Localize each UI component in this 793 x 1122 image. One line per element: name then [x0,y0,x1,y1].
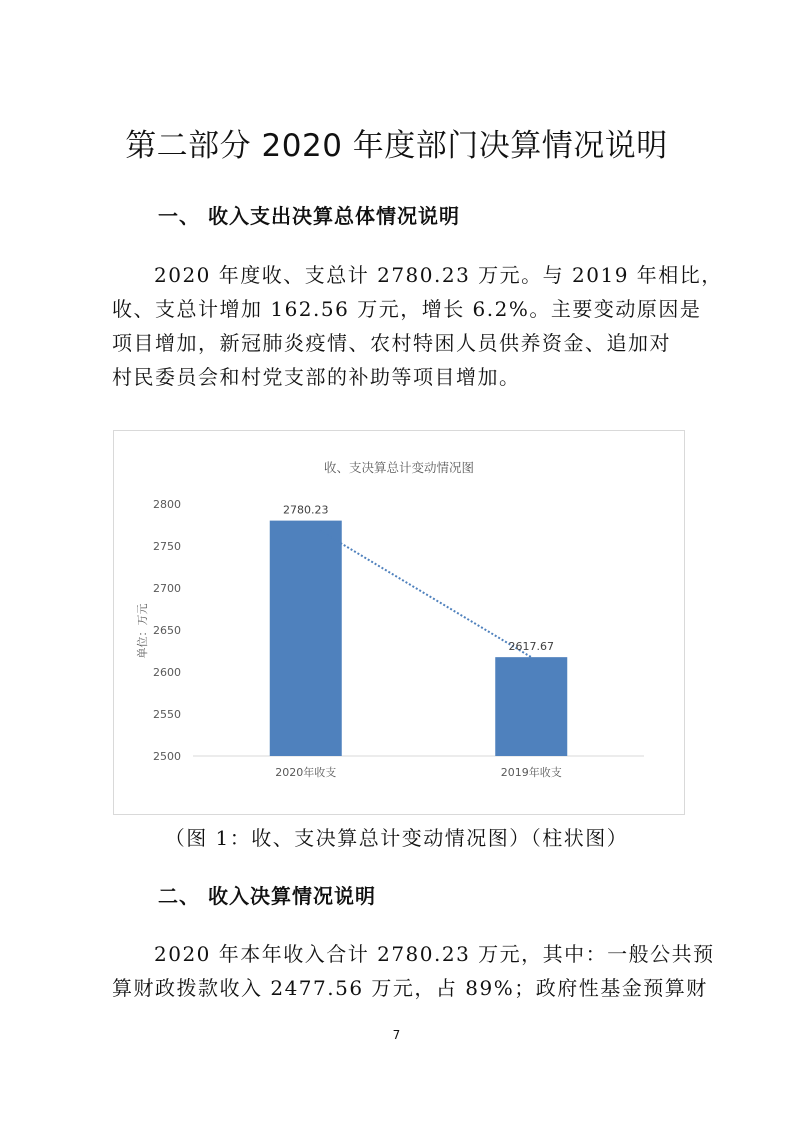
y-axis-ticks [153,498,181,763]
bar [495,657,567,756]
page-title: 第二部分 2020 年度部门决算情况说明 [125,128,668,164]
x-tick-label: 2019年收支 [500,766,562,779]
y-tick-label: 2700 [153,582,181,595]
page-number: 7 [392,1028,401,1042]
chart-container [113,430,685,815]
bar [270,521,342,756]
y-axis-label: 单位：万元 [136,603,149,659]
chart-title: 收、支决算总计变动情况图 [323,460,475,475]
x-tick-label: 2020年收支 [275,766,337,779]
section-heading-2: 二、 收入决算情况说明 [158,884,376,908]
section-heading-1: 一、 收入支出决算总体情况说明 [158,204,460,228]
section-2-paragraph [112,937,715,1005]
y-tick-label: 2800 [153,498,181,511]
bars [270,521,568,756]
paragraph-line: 2020 年度收、支总计 2780.23 万元。与 2019 年相比， [154,263,723,287]
data-label: 2617.67 [508,640,554,654]
y-tick-label: 2650 [153,624,181,637]
trendline-segment [320,531,532,658]
paragraph-line: 2020 年本年收入合计 2780.23 万元，其中：一般公共预 [154,942,715,966]
paragraph-line: 收、支总计增加 162.56 万元，增长 6.2%。主要变动原因是 [112,297,702,321]
figure-caption: （图 1：收、支决算总计变动情况图）（柱状图） [164,826,629,850]
data-label: 2780.23 [283,503,329,517]
y-tick-label: 2550 [153,708,181,721]
y-tick-label: 2750 [153,540,181,553]
trendline [320,531,532,658]
paragraph-line: 算财政拨款收入 2477.56 万元，占 89%；政府性基金预算财 [112,976,708,1000]
paragraph-line: 村民委员会和村党支部的补助等项目增加。 [112,365,521,389]
x-axis-labels [275,765,562,779]
paragraph-line: 项目增加，新冠肺炎疫情、农村特困人员供养资金、追加对 [112,331,671,355]
bar-chart [114,431,684,814]
y-tick-label: 2600 [153,666,181,679]
y-tick-label: 2500 [153,750,181,763]
section-1-paragraph [112,258,723,394]
